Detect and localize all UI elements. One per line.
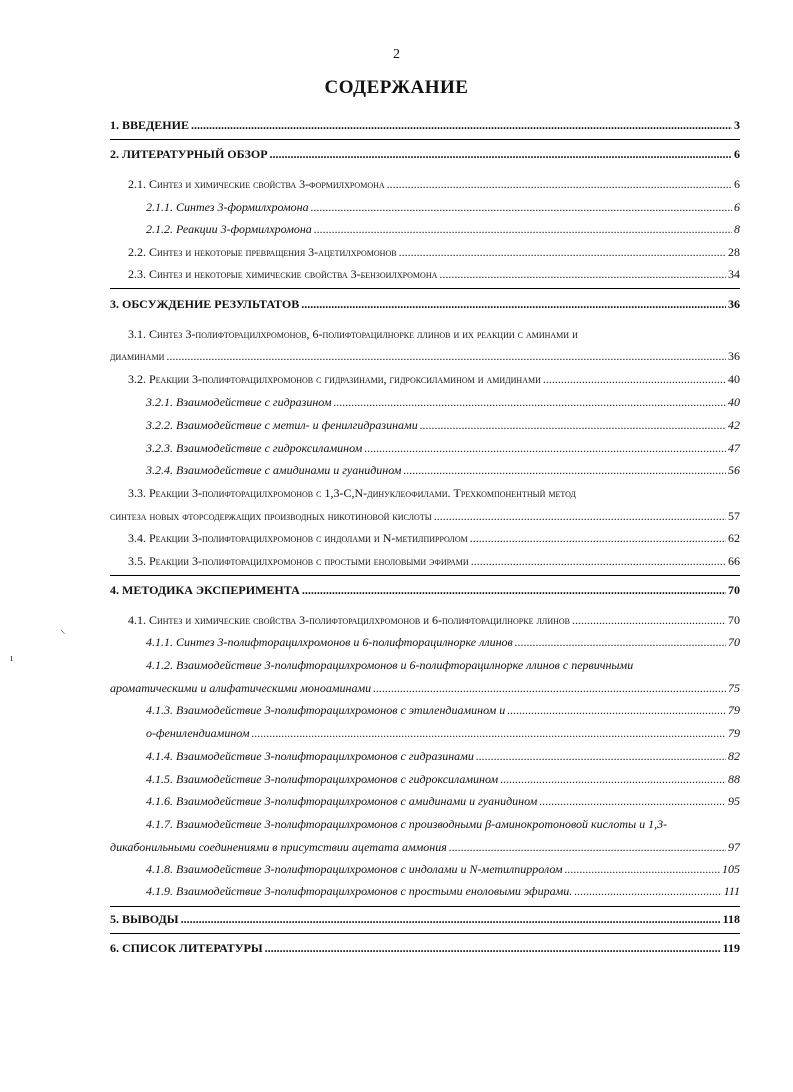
toc-entry-literature-review[interactable] [110,146,740,162]
dot-leader [470,530,726,546]
toc-entry-page: 57 [728,509,740,523]
toc-entry-page: 36 [728,349,740,363]
toc-entry-4-1-5[interactable] [146,771,740,787]
toc-entry-page: 3 [734,118,740,132]
toc-entry-page: 82 [728,749,740,763]
toc-entry-label: 4.1.5. Взаимодействие 3-полифторацилхромонов с гидроксиламином [146,772,499,786]
dot-leader [543,371,726,387]
toc-entry-3-5[interactable] [128,553,740,569]
dot-leader [399,244,726,260]
section-divider [110,288,740,289]
toc-entry-results-discussion[interactable] [110,296,740,312]
toc-entry-page: 62 [728,531,740,545]
toc-entry-2-1[interactable] [128,176,740,192]
toc-entry-label: 4.1.8. Взаимодействие 3-полифторацилхромонов с индолами и N-метилпирролом [146,862,563,876]
toc-entry-label: 6. СПИСОК ЛИТЕРАТУРЫ [110,941,263,955]
dot-leader [270,146,732,162]
toc-entry-page: 34 [728,267,740,281]
toc-entry-4-1-8[interactable] [146,861,740,877]
toc-entry-4-1-1[interactable] [146,634,740,650]
toc-entry-page: 70 [728,635,740,649]
toc-entry-4-1-7-line1: 4.1.7. Взаимодействие 3-полифторацилхромонов с производными β-аминокротоновой кислоты и 1,3- [146,817,668,831]
toc-entry-label: ароматическими и алифатическими моноаминами [110,681,372,695]
toc-entry-label: 3.5. Реакции 3-полифторацилхромонов с простыми еноловыми эфирами [128,554,469,568]
toc-entry-page: 111 [723,884,740,898]
toc-entry-label: диаминами [110,349,165,363]
toc-entry-4-1-3-cont[interactable] [146,725,740,741]
toc-entry-references[interactable] [110,940,740,956]
toc-entry-label: 3.2. Реакции 3-полифторацилхромонов с гидразинами, гидроксиламином и амидинами [128,372,541,386]
dot-leader [265,940,721,956]
toc-entry-page: 119 [722,941,740,955]
toc-entry-3-2[interactable] [128,371,740,387]
toc-entry-4-1-2[interactable] [110,680,740,696]
toc-entry-4-1-4[interactable] [146,748,740,764]
toc-entry-page: 40 [728,395,740,409]
toc-entry-page: 36 [728,297,740,311]
toc-entry-label: дикабонильными соединениями в присутствии ацетата аммония [110,840,447,854]
toc-entry-label: 2.1.1. Синтез 3-формилхромона [146,200,309,214]
section-divider [110,139,740,140]
section-divider [110,575,740,576]
toc-entry-page: 40 [728,372,740,386]
toc-entry-3-1-line1: 3.1. Синтез 3-полифторацилхромонов, 6-полифторацилнорке ллинов и их реакции с аминами и [128,327,578,341]
toc-entry-page: 95 [728,794,740,808]
toc-entry-3-2-1[interactable] [146,394,740,410]
toc-entry-label: 4.1.9. Взаимодействие 3-полифторацилхромонов с простыми еноловыми эфирами. [146,884,573,898]
dot-leader [515,634,726,650]
toc-entry-label: 2.1.2. Реакции 3-формилхромона [146,222,312,236]
toc-entry-page: 88 [728,772,740,786]
section-divider [110,906,740,907]
toc-entry-label: 4.1.6. Взаимодействие 3-полифторацилхромонов с амидинами и гуанидином [146,794,538,808]
toc-entry-2-2[interactable] [128,244,740,260]
dot-leader [507,702,726,718]
toc-entry-4-1-6[interactable] [146,793,740,809]
toc-entry-page: 56 [728,463,740,477]
page-number: 2 [393,47,400,62]
toc-entry-experimental-methods[interactable] [110,582,740,598]
toc-entry-label: 2.3. Синтез и некоторые химические свойства 3-бензоилхромона [128,267,438,281]
toc-entry-label: 3.2.4. Взаимодействие с амидинами и гуанидином [146,463,402,477]
scan-speck: ⸜ [60,624,66,636]
toc-entry-2-1-2[interactable] [146,221,740,237]
dot-leader [471,553,726,569]
toc-entry-page: 79 [728,703,740,717]
toc-entry-3-2-4[interactable] [146,462,740,478]
scan-speck: ı [10,652,14,664]
toc-entry-label: 2.1. Синтез и химические свойства 3-формилхромона [128,177,385,191]
toc-entry-page: 28 [728,245,740,259]
dot-leader [434,508,726,524]
dot-leader [191,117,732,133]
toc-entry-introduction[interactable] [110,117,740,133]
dot-leader [572,612,726,628]
toc-entry-4-1-3[interactable] [146,702,740,718]
toc-entry-label: 4.1.4. Взаимодействие 3-полифторацилхромонов с гидразинами [146,749,474,763]
toc-entry-label: о-фенилендиамином [146,726,250,740]
dot-leader [373,680,726,696]
toc-entry-page: 6 [734,147,740,161]
toc-entry-page: 79 [728,726,740,740]
toc-entry-label: 2. ЛИТЕРАТУРНЫЙ ОБЗОР [110,147,268,161]
toc-entry-4-1-7[interactable] [110,839,740,855]
toc-entry-label: 3.2.1. Взаимодействие с гидразином [146,395,332,409]
toc-entry-page: 118 [722,912,740,926]
toc-entry-3-3-line1: 3.3. Реакции 3-полифторацилхромонов с 1,3-C,N-динуклеофилами. Трехкомпонентный метод [128,486,576,500]
toc-entry-2-1-1[interactable] [146,199,740,215]
dot-leader [181,911,721,927]
dot-leader [301,296,726,312]
toc-entry-label: 1. ВВЕДЕНИЕ [110,118,189,132]
toc-entry-4-1-2-line1: 4.1.2. Взаимодействие 3-полифторацилхромонов и 6-полифторацилнорке ллинов с первичными [146,658,634,672]
dot-leader [387,176,732,192]
toc-entry-3-2-3[interactable] [146,440,740,456]
toc-entry-label: 4.1. Синтез и химические свойства 3-полифторацилхромонов и 6-полифторацилнорке ллинов [128,613,570,627]
toc-entry-conclusions[interactable] [110,911,740,927]
toc-entry-label: 4.1.3. Взаимодействие 3-полифторацилхромонов с этилендиамином и [146,703,506,717]
toc-entry-label: 3. ОБСУЖДЕНИЕ РЕЗУЛЬТАТОВ [110,297,300,311]
dot-leader [334,394,727,410]
toc-entry-label: 4.1.1. Синтез 3-полифторацилхромонов и 6-полифторацилнорке ллинов [146,635,513,649]
toc-entry-label: 5. ВЫВОДЫ [110,912,179,926]
toc-entry-page: 70 [728,613,740,627]
toc-entry-label: 2.2. Синтез и некоторые превращения 3-ацетилхромонов [128,245,397,259]
toc-entry-label: 3.4. Реакции 3-полифторацилхромонов с индолами и N-метилпирролом [128,531,468,545]
toc-entry-4-1[interactable] [128,612,740,628]
page-title: СОДЕРЖАНИЕ [324,77,469,98]
dot-leader [476,748,726,764]
toc-entry-page: 47 [728,441,740,455]
dot-leader [539,793,726,809]
toc-entry-page: 6 [734,177,740,191]
toc-entry-page: 6 [734,200,740,214]
toc-entry-label: синтеза новых фторсодержащих производных никотиновой кислоты [110,509,432,523]
toc-entry-4-1-9[interactable] [146,883,740,899]
dot-leader [302,582,726,598]
toc-entry-3-1[interactable] [110,348,740,364]
toc-entry-2-3[interactable] [128,266,740,282]
dot-leader [574,883,722,899]
dot-leader [252,725,727,741]
toc-entry-page: 66 [728,554,740,568]
toc-entry-3-3[interactable] [110,508,740,524]
dot-leader [439,266,726,282]
toc-entry-page: 105 [722,862,740,876]
dot-leader [420,417,726,433]
section-divider [110,933,740,934]
dot-leader [314,221,732,237]
toc-entry-3-4[interactable] [128,530,740,546]
dot-leader [449,839,726,855]
toc-entry-label: 3.2.2. Взаимодействие с метил- и фенилгидразинами [146,418,418,432]
toc-entry-label: 4. МЕТОДИКА ЭКСПЕРИМЕНТА [110,583,300,597]
toc-entry-page: 75 [728,681,740,695]
dot-leader [166,348,726,364]
toc-entry-page: 42 [728,418,740,432]
toc-entry-3-2-2[interactable] [146,417,740,433]
dot-leader [364,440,726,456]
dot-leader [403,462,726,478]
dot-leader [311,199,732,215]
toc-entry-label: 3.2.3. Взаимодействие с гидроксиламином [146,441,363,455]
toc-entry-page: 70 [728,583,740,597]
dot-leader [500,771,726,787]
toc-entry-page: 8 [734,222,740,236]
dot-leader [565,861,720,877]
toc-entry-page: 97 [728,840,740,854]
